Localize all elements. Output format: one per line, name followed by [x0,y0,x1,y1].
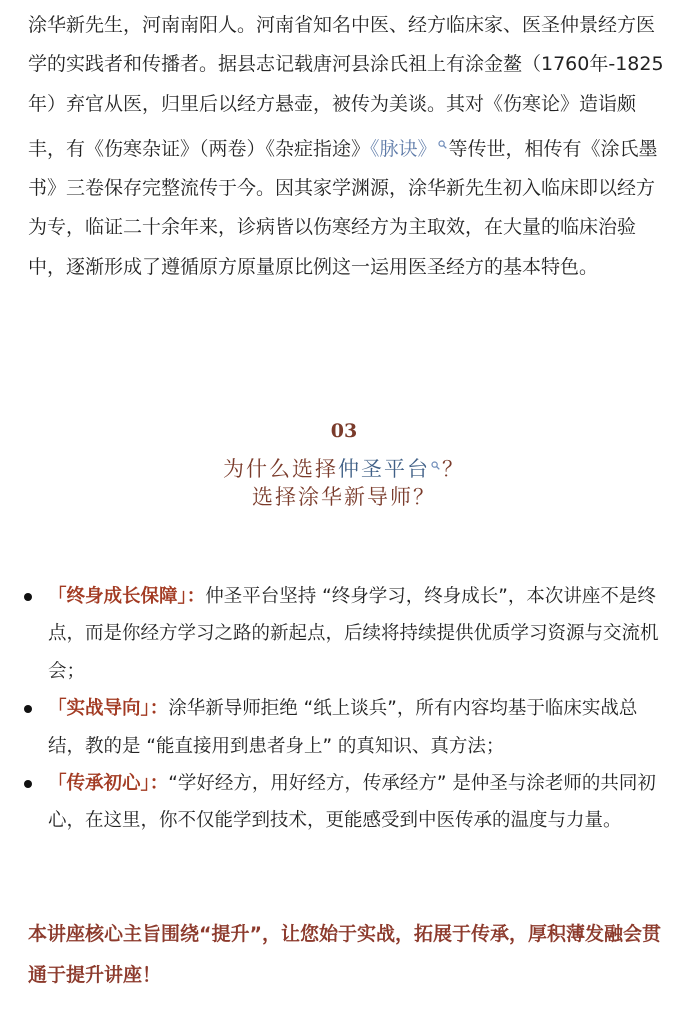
list-item [48,578,664,690]
section-number: 03 [330,420,358,442]
intro-text-part2: 等传世，相传有《涂氏墨书》三卷保存完整流传于今。因其家学渊源，涂华新先生初入临床即以经方为专，临证二十余年来，诊病皆以伤寒经方为主取效，在大量的临床治验中，逐渐形成了遵循原方原量原比例这一运用医圣经方的基本特色。 [28,137,658,278]
list-item [48,765,664,840]
bullet-title: 「终身成长保障」： [48,586,206,607]
maijue-link[interactable]: 《脉诀》 [370,137,437,160]
bullet-text: “学好经方，用好经方，传承经方” 是仲圣与涂老师的共同初心，在这里，你不仅能学到技术，更能感受到中医传承的温度与力量。 [48,773,656,832]
search-icon[interactable] [438,124,447,163]
bullet-title: 「传承初心」： [48,773,169,795]
bullet-text: 仲圣平台坚持 “终身学习，终身成长”，本次讲座不是终点，而是你经方学习之路的新起点，后续将持续提供优质学习资源与交流机会； [48,586,659,682]
section-title [0,453,688,480]
search-icon[interactable] [431,453,440,474]
platform-link[interactable]: 仲圣平台 [338,457,430,481]
reasons-list [48,578,664,840]
section-title-suffix: ？ [442,457,465,481]
list-item [48,690,664,765]
closing-statement: 本讲座核心主旨围绕“提升”，让您始于实战，拓展于传承，厚积薄发融会贯通于提升讲座！ [28,923,661,986]
intro-paragraph [28,6,664,287]
bullet-text: 涂华新导师拒绝 “纸上谈兵”，所有内容均基于临床实战总结，教的是 “能直接用到患者身上” 的真知识、真方法； [48,698,638,757]
bullet-title: 「实战导向」： [48,698,169,720]
intro-text-part1: 涂华新先生，河南南阳人。河南省知名中医、经方临床家、医圣仲景经方医学的实践者和传播者。据县志记载唐河县涂氏祖上有涂金鳌（1760年-1825年）弃官从医，归里后以经方悬壶，被传为美谈。其对《伤寒论》造诣颇丰，有《伤寒杂证》（两卷）《杂症指途》 [28,14,664,160]
section-title-prefix: 为什么选择 [223,457,338,481]
section-subtitle: 选择涂华新导师？ [252,485,436,509]
